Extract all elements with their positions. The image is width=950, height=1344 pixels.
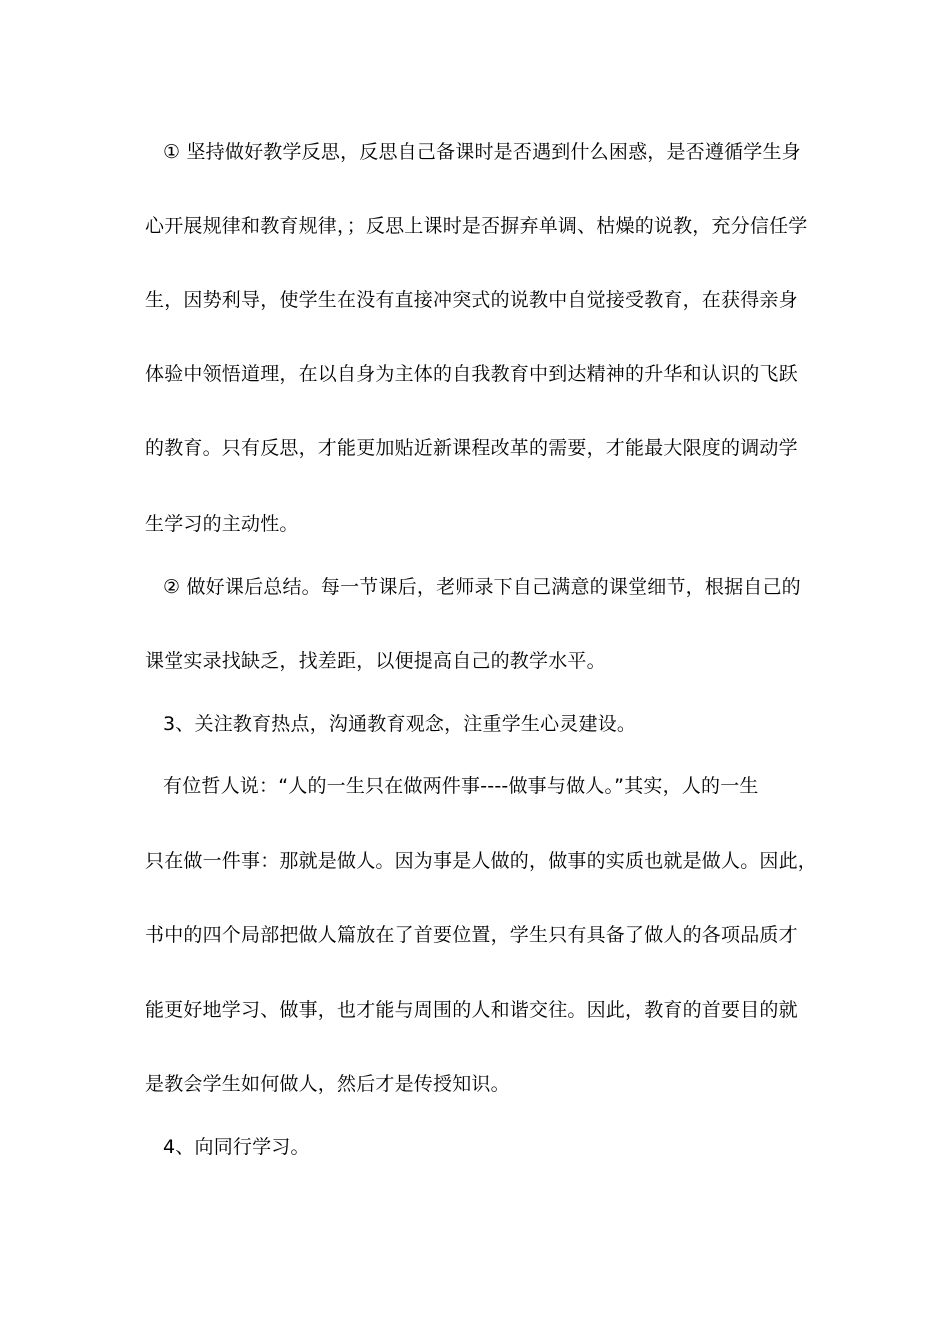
paragraph-1-line-4: 体验中领悟道理，在以自身为主体的自我教育中到达精神的升华和认识的飞跃 (145, 363, 798, 385)
paragraph-4-line-4: 能更好地学习、做事，也才能与周围的人和谐交往。因此，教育的首要目的就 (145, 999, 798, 1021)
paragraph-2-line-1: ② 做好课后总结。每一节课后，老师录下自己满意的课堂细节，根据自己的 (163, 576, 801, 598)
paragraph-4-line-5: 是教会学生如何做人，然后才是传授知识。 (145, 1073, 510, 1095)
paragraph-1-line-6: 生学习的主动性。 (145, 513, 299, 535)
paragraph-4-line-3: 书中的四个局部把做人篇放在了首要位置，学生只有具备了做人的各项品质才 (145, 924, 798, 946)
paragraph-1-line-2: 心开展规律和教育规律，；反思上课时是否摒弃单调、枯燥的说教，充分信任学 (145, 215, 808, 237)
paragraph-4-line-2: 只在做一件事：那就是做人。因为事是人做的，做事的实质也就是做人。因此， (145, 850, 818, 872)
paragraph-4-line-1: 有位哲人说：“人的一生只在做两件事----做事与做人。”其实，人的一生 (163, 775, 759, 797)
paragraph-1-line-5: 的教育。只有反思，才能更加贴近新课程改革的需要，才能最大限度的调动学 (145, 437, 798, 459)
paragraph-1-line-1: ① 坚持做好教学反思，反思自己备课时是否遇到什么困惑，是否遵循学生身 (163, 141, 801, 163)
section-heading-4: 4、向同行学习。 (163, 1136, 310, 1158)
section-heading-3: 3、关注教育热点，沟通教育观念，注重学生心灵建设。 (163, 713, 637, 735)
paragraph-1-line-3: 生，因势利导，使学生在没有直接冲突式的说教中自觉接受教育，在获得亲身 (145, 289, 798, 311)
paragraph-2-line-2: 课堂实录找缺乏，找差距，以便提高自己的教学水平。 (145, 650, 606, 672)
